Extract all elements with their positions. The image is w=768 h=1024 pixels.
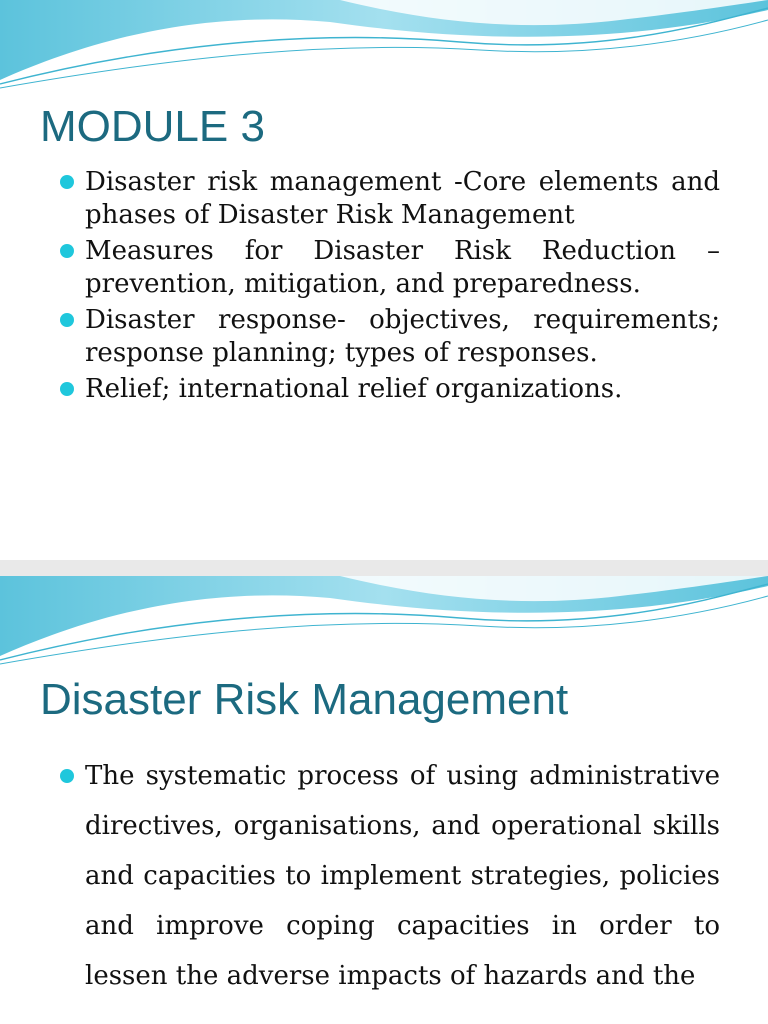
bullet-list xyxy=(58,166,720,409)
slide-title: MODULE 3 xyxy=(40,102,265,151)
wave-header-graphic xyxy=(0,0,768,100)
bullet-list xyxy=(58,751,720,1001)
list-item: Measures for Disaster Risk Reduction – prevention, mitigation, and preparedness. xyxy=(58,235,720,301)
slide-title: Disaster Risk Management xyxy=(40,675,569,724)
list-item: Disaster risk management -Core elements and phases of Disaster Risk Management xyxy=(58,166,720,232)
wave-header-graphic xyxy=(0,576,768,676)
list-item: The systematic process of using administrative directives, organisations, and operational skills and capacities to implement strategies, policies and improve coping capacities in order to lessen the adverse impacts of hazards and the xyxy=(58,751,720,1001)
slide-disaster-risk-management xyxy=(0,576,768,1024)
list-item: Relief; international relief organizations. xyxy=(58,373,720,406)
list-item: Disaster response- objectives, requirements; response planning; types of responses. xyxy=(58,304,720,370)
